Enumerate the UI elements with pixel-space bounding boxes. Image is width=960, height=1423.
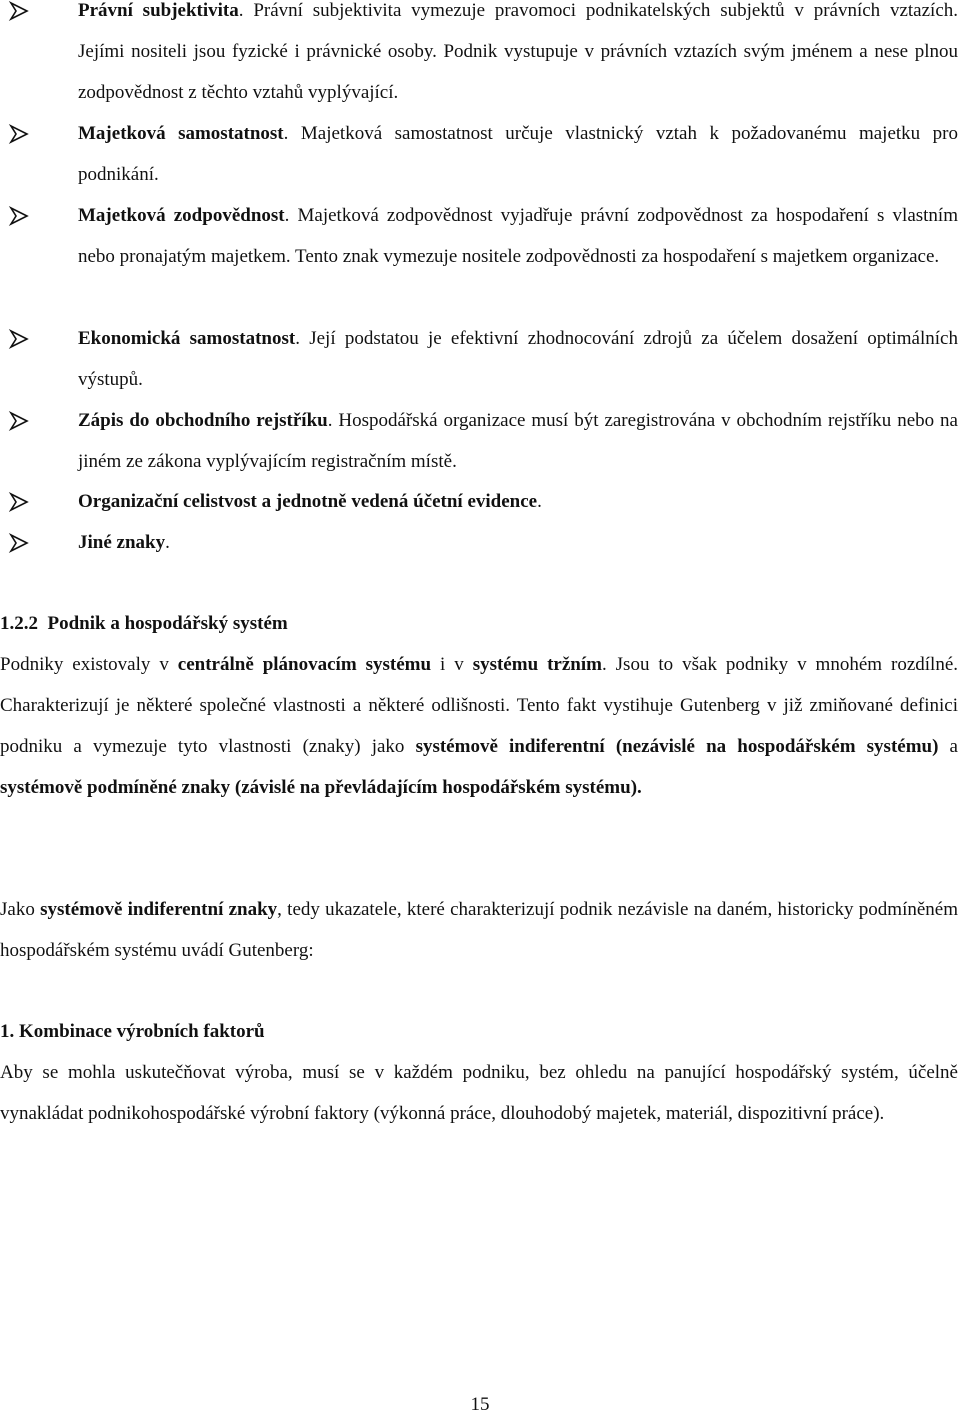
list-item-text: Majetková samostatnost. Majetková samostatnost určuje vlastnický vztah k požadovanému majetku pro podnikání.	[78, 123, 958, 185]
list-item	[0, 481, 960, 522]
arrow-bullet-icon	[8, 205, 30, 227]
arrow-bullet-icon	[8, 410, 30, 432]
paragraph: Podniky existovaly v centrálně plánovacím systému i v systému tržním. Jsou to však podniky v mnohém rozdílné. Charakterizují je některé společné vlastnosti a některé odlišnosti. Tento fakt vystihuje Gutenberg v již zmiňované definici podniku a vymezuje tyto vlastnosti (znaky) jako systémově indiferentní (nezávislé na hospodářském systému) a systémově podmíněné znaky (závislé na převládajícím hospodářském systému).	[0, 654, 958, 798]
page-number: 15	[470, 1394, 490, 1415]
list-item-title: Zápis do obchodního rejstříku	[78, 410, 328, 431]
list-item-title: Majetková zodpovědnost	[78, 205, 285, 226]
list-item-text: Právní subjektivita. Právní subjektivita vymezuje pravomoci podnikatelských subjektů v právních vztazích. Jejími nositeli jsou fyzické i právnické osoby. Podnik vystupuje v právních vztazích svým jménem a nese plnou zodpovědnost z těchto vztahů vyplývající.	[78, 0, 959, 103]
arrow-bullet-icon	[8, 123, 30, 145]
list-item	[0, 113, 960, 195]
list-item-title: Majetková samostatnost	[78, 123, 284, 144]
list-item-title: Organizační celistvost a jednotně vedená účetní evidence	[78, 491, 538, 512]
list-item-text: Zápis do obchodního rejstříku. Hospodářská organizace musí být zaregistrována v obchodním rejstříku nebo na jiném ze zákona vyplývajícím registračním místě.	[78, 410, 958, 472]
list-item	[0, 195, 960, 318]
list-item-text: Organizační celistvost a jednotně vedená účetní evidence.	[78, 491, 542, 512]
list-item	[0, 318, 960, 400]
list-item-title: Jiné znaky	[78, 532, 166, 553]
list-item-title: Ekonomická samostatnost	[78, 328, 296, 349]
list-item	[0, 522, 960, 563]
list-item-title: Právní subjektivita	[78, 0, 239, 21]
section-number: 1.2.2	[0, 613, 38, 634]
section-heading	[0, 603, 288, 644]
arrow-bullet-icon	[8, 491, 30, 513]
section-title: Podnik a hospodářský systém	[47, 613, 288, 634]
list-item-text: Ekonomická samostatnost. Její podstatou je efektivní zhodnocování zdrojů za účelem dosažení optimálních výstupů.	[78, 328, 958, 390]
paragraph: Aby se mohla uskutečňovat výroba, musí se v každém podniku, bez ohledu na panující hospodářský systém, účelně vynakládat podnikohospodářské výrobní faktory (výkonná práce, dlouhodobý majetek, materiál, dispozitivní práce).	[0, 1062, 958, 1124]
list-item-text: Jiné znaky.	[78, 532, 170, 553]
list-item-text: Majetková zodpovědnost. Majetková zodpovědnost vyjadřuje právní zodpovědnost za hospodaření s vlastním nebo pronajatým majetkem. Tento znak vymezuje nositele zodpovědnosti za hospodaření s majetkem organizace.	[78, 205, 958, 267]
paragraph: Jako systémově indiferentní znaky, tedy ukazatele, které charakterizují podnik nezávisle na daném, historicky podmíněném hospodářském systému uvádí Gutenberg:	[0, 899, 958, 961]
list-item	[0, 0, 960, 113]
list-item	[0, 400, 960, 482]
subheading: 1. Kombinace výrobních faktorů	[0, 1021, 265, 1042]
arrow-bullet-icon	[8, 328, 30, 350]
arrow-bullet-icon	[8, 532, 30, 554]
arrow-bullet-icon	[8, 0, 30, 22]
